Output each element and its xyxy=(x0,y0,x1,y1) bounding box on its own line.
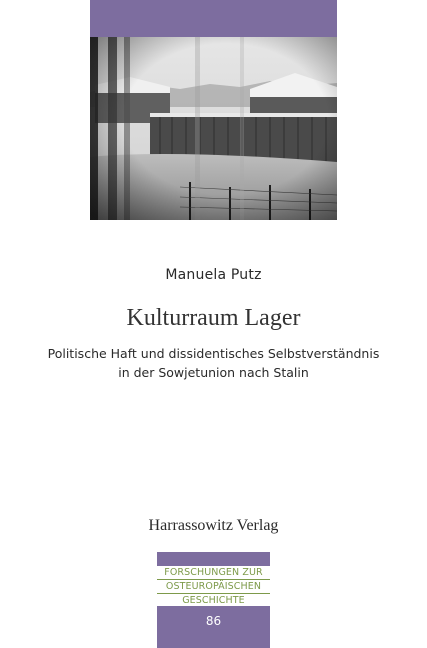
series-volume-number: 86 xyxy=(157,606,270,648)
series-top-bar xyxy=(157,552,270,566)
book-subtitle xyxy=(40,344,387,382)
top-color-bar xyxy=(90,0,337,37)
cover-photo xyxy=(90,37,337,220)
book-title: Kulturraum Lager xyxy=(126,305,301,331)
subtitle-line-2: in der Sowjetunion nach Stalin xyxy=(118,365,309,380)
series-line-3: GESCHICHTE xyxy=(182,595,245,606)
subtitle-line-1: Politische Haft und dissidentisches Selbstverständnis xyxy=(47,346,380,361)
series-line-2: OSTEUROPÄISCHEN xyxy=(157,580,270,594)
author-name: Manuela Putz xyxy=(165,267,262,283)
series-title xyxy=(157,566,270,606)
camp-photo-illustration xyxy=(90,37,337,220)
publisher-name: Harrassowitz Verlag xyxy=(148,517,279,534)
series-line-1: FORSCHUNGEN ZUR xyxy=(157,566,270,580)
